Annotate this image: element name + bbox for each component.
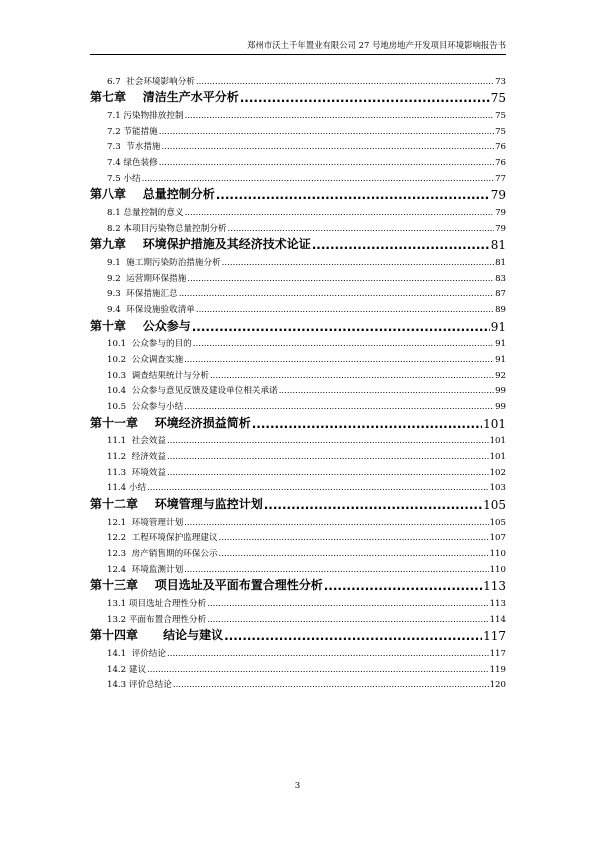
toc-section-entry[interactable] bbox=[90, 284, 506, 300]
toc-dot-leader bbox=[167, 468, 489, 478]
toc-section-entry[interactable] bbox=[90, 643, 506, 659]
toc-entry-title: 第八章 总量控制分析 bbox=[90, 187, 215, 202]
toc-entry-title: 第十三章 项目选址及平面布置合理性分析 bbox=[90, 578, 323, 593]
toc-entry-title: 13.2 平面布置合理性分析 bbox=[107, 614, 207, 625]
toc-dot-leader bbox=[159, 158, 494, 168]
toc-section-entry[interactable] bbox=[90, 121, 506, 137]
toc-section-entry[interactable] bbox=[90, 218, 506, 234]
toc-section-entry[interactable] bbox=[90, 593, 506, 609]
toc-entry-title: 14.2 建议 bbox=[107, 664, 147, 675]
toc-entry-page: 91 bbox=[490, 319, 506, 334]
toc-dot-leader bbox=[240, 91, 490, 105]
toc-section-entry[interactable] bbox=[90, 543, 506, 559]
toc-section-entry[interactable] bbox=[90, 446, 506, 462]
toc-dot-leader bbox=[207, 615, 488, 625]
toc-entry-page: 81 bbox=[490, 238, 506, 253]
toc-entry-page: 107 bbox=[489, 533, 506, 544]
toc-section-entry[interactable] bbox=[90, 252, 506, 268]
toc-section-entry[interactable] bbox=[90, 71, 506, 87]
toc-dot-leader bbox=[179, 289, 494, 299]
table-of-contents bbox=[90, 71, 506, 690]
toc-entry-title: 7.5 小结 bbox=[107, 173, 141, 184]
toc-entry-title: 10.3 调查结果统计与分析 bbox=[107, 370, 209, 381]
toc-dot-leader bbox=[210, 371, 494, 381]
toc-entry-page: 75 bbox=[495, 126, 506, 137]
toc-entry-title: 12.4 环境监测计划 bbox=[107, 564, 184, 575]
toc-entry-title: 9.1 施工期污染防治措施分析 bbox=[107, 257, 221, 268]
toc-section-entry[interactable] bbox=[90, 299, 506, 315]
toc-entry-page: 99 bbox=[495, 402, 506, 413]
toc-dot-leader bbox=[162, 142, 495, 152]
toc-dot-leader bbox=[196, 305, 494, 315]
toc-dot-leader bbox=[159, 127, 494, 137]
toc-section-entry[interactable] bbox=[90, 381, 506, 397]
toc-entry-title: 10.1 公众参与的目的 bbox=[107, 339, 192, 350]
toc-section-entry[interactable] bbox=[90, 268, 506, 284]
toc-entry-title: 8.2 本项目污染物总量控制分析 bbox=[107, 223, 227, 234]
toc-section-entry[interactable] bbox=[90, 659, 506, 675]
toc-dot-leader bbox=[312, 238, 490, 252]
toc-chapter-entry[interactable] bbox=[90, 315, 506, 334]
toc-entry-title: 10.4 公众参与意见反馈及建设单位相关承诺 bbox=[107, 386, 278, 397]
toc-section-entry[interactable] bbox=[90, 478, 506, 494]
toc-dot-leader bbox=[187, 274, 494, 284]
toc-entry-page: 92 bbox=[495, 370, 506, 381]
toc-dot-leader bbox=[192, 320, 490, 334]
toc-entry-page: 79 bbox=[495, 223, 506, 234]
toc-entry-title: 第十四章 结论与建议 bbox=[90, 628, 224, 643]
toc-entry-title: 12.3 房产销售期的环保公示 bbox=[107, 549, 218, 560]
toc-entry-title: 第十二章 环境管理与监控计划 bbox=[90, 497, 263, 511]
toc-dot-leader bbox=[193, 339, 494, 349]
toc-dot-leader bbox=[147, 483, 489, 493]
toc-entry-page: 76 bbox=[495, 158, 506, 169]
toc-dot-leader bbox=[222, 258, 494, 268]
toc-section-entry[interactable] bbox=[90, 152, 506, 168]
toc-entry-page: 101 bbox=[489, 436, 506, 447]
toc-entry-title: 12.1 环境管理计划 bbox=[107, 517, 184, 528]
toc-entry-title: 10.5 公众参与小结 bbox=[107, 402, 184, 413]
toc-entry-title: 第十一章 环境经济损益简析 bbox=[90, 415, 251, 430]
toc-entry-title: 9.4 环保设施验收清单 bbox=[107, 305, 195, 316]
toc-section-entry[interactable] bbox=[90, 528, 506, 544]
toc-entry-title: 10.2 公众调查实施 bbox=[107, 355, 184, 365]
toc-entry-page: 91 bbox=[495, 339, 506, 350]
toc-entry-page: 117 bbox=[483, 629, 506, 644]
toc-entry-page: 103 bbox=[489, 483, 506, 494]
toc-dot-leader bbox=[167, 649, 489, 659]
toc-entry-page: 99 bbox=[495, 386, 506, 397]
toc-entry-page: 101 bbox=[483, 416, 506, 431]
toc-entry-page: 110 bbox=[489, 564, 506, 575]
toc-entry-title: 11.1 社会效益 bbox=[107, 436, 166, 447]
toc-dot-leader bbox=[147, 665, 489, 675]
toc-dot-leader bbox=[264, 498, 482, 512]
toc-section-entry[interactable] bbox=[90, 462, 506, 478]
toc-entry-title: 11.3 环境效益 bbox=[107, 467, 166, 478]
toc-chapter-entry[interactable] bbox=[90, 87, 506, 106]
toc-entry-title: 7.2 节能措施 bbox=[107, 126, 158, 137]
toc-entry-page: 77 bbox=[495, 173, 506, 184]
page-header: 郑州市沃土千年置业有限公司 27 号地房地产开发项目环境影响报告书 bbox=[90, 38, 506, 55]
toc-dot-leader bbox=[216, 188, 490, 202]
toc-dot-leader bbox=[228, 224, 495, 234]
toc-dot-leader bbox=[252, 417, 482, 431]
toc-section-entry[interactable] bbox=[90, 105, 506, 121]
toc-chapter-entry[interactable] bbox=[90, 412, 506, 431]
toc-entry-title: 第七章 清洁生产水平分析 bbox=[90, 90, 239, 105]
toc-entry-page: 117 bbox=[489, 649, 506, 659]
toc-entry-title: 7.1 污染物排放控制 bbox=[107, 110, 184, 121]
toc-dot-leader bbox=[184, 402, 494, 412]
toc-dot-leader bbox=[279, 386, 494, 396]
toc-entry-page: 105 bbox=[489, 517, 506, 528]
toc-entry-page: 113 bbox=[489, 599, 506, 610]
toc-entry-page: 101 bbox=[489, 452, 506, 463]
toc-section-entry[interactable] bbox=[90, 349, 506, 365]
toc-dot-leader bbox=[184, 355, 494, 365]
toc-entry-title: 9.3 环保措施汇总 bbox=[107, 289, 178, 300]
toc-dot-leader bbox=[219, 533, 489, 543]
toc-section-entry[interactable] bbox=[90, 559, 506, 575]
toc-dot-leader bbox=[219, 549, 489, 559]
toc-chapter-entry[interactable] bbox=[90, 625, 506, 644]
toc-entry-page: 102 bbox=[489, 467, 506, 478]
toc-entry-page: 76 bbox=[495, 142, 506, 153]
toc-section-entry[interactable] bbox=[90, 396, 506, 412]
toc-entry-page: 89 bbox=[495, 305, 506, 316]
toc-dot-leader bbox=[167, 452, 489, 462]
toc-entry-page: 110 bbox=[489, 549, 506, 560]
toc-dot-leader bbox=[173, 680, 489, 690]
toc-chapter-entry[interactable] bbox=[90, 184, 506, 203]
toc-entry-title: 9.2 运营期环保措施 bbox=[107, 273, 187, 284]
toc-section-entry[interactable] bbox=[90, 202, 506, 218]
toc-entry-page: 73 bbox=[495, 76, 506, 87]
toc-entry-page: 119 bbox=[489, 664, 506, 675]
toc-entry-page: 83 bbox=[495, 273, 506, 284]
toc-entry-page: 105 bbox=[483, 498, 506, 512]
toc-dot-leader bbox=[185, 208, 495, 218]
toc-entry-page: 75 bbox=[490, 91, 506, 106]
toc-entry-page: 91 bbox=[495, 355, 506, 365]
page-number: 3 bbox=[294, 781, 301, 791]
toc-entry-title: 8.1 总量控制的意义 bbox=[107, 208, 184, 218]
toc-entry-title: 7.4 绿色装修 bbox=[107, 158, 158, 169]
toc-dot-leader bbox=[224, 629, 482, 643]
toc-entry-title: 第九章 环境保护措施及其经济技术论证 bbox=[90, 237, 311, 252]
toc-chapter-entry[interactable] bbox=[90, 234, 506, 253]
toc-entry-title: 14.3 评价总结论 bbox=[107, 680, 172, 691]
toc-entry-title: 6.7 社会环境影响分析 bbox=[107, 76, 195, 87]
toc-dot-leader bbox=[196, 77, 494, 87]
toc-section-entry[interactable] bbox=[90, 168, 506, 184]
toc-entry-page: 79 bbox=[495, 208, 506, 218]
toc-dot-leader bbox=[207, 599, 488, 609]
toc-chapter-entry[interactable] bbox=[90, 575, 506, 594]
toc-entry-page: 113 bbox=[483, 579, 506, 594]
toc-section-entry[interactable] bbox=[90, 334, 506, 350]
toc-dot-leader bbox=[167, 436, 489, 446]
toc-dot-leader bbox=[324, 579, 482, 593]
toc-entry-page: 75 bbox=[495, 110, 506, 121]
toc-section-entry[interactable] bbox=[90, 609, 506, 625]
toc-entry-title: 13.1 项目选址合理性分析 bbox=[107, 599, 207, 610]
toc-entry-title: 7.3 节水措施 bbox=[107, 142, 161, 153]
toc-section-entry[interactable] bbox=[90, 431, 506, 447]
toc-entry-title: 11.2 经济效益 bbox=[107, 452, 166, 463]
toc-dot-leader bbox=[185, 111, 495, 121]
toc-chapter-entry[interactable] bbox=[90, 493, 506, 512]
toc-section-entry[interactable] bbox=[90, 512, 506, 528]
toc-section-entry[interactable] bbox=[90, 365, 506, 381]
toc-dot-leader bbox=[184, 565, 488, 575]
toc-section-entry[interactable] bbox=[90, 137, 506, 153]
toc-entry-title: 12.2 工程环境保护监理建议 bbox=[107, 533, 218, 544]
toc-dot-leader bbox=[184, 518, 488, 528]
toc-entry-title: 11.4 小结 bbox=[107, 483, 147, 494]
toc-entry-title: 14.1 评价结论 bbox=[107, 649, 166, 659]
toc-entry-page: 87 bbox=[495, 289, 506, 300]
toc-entry-page: 81 bbox=[495, 257, 506, 268]
toc-dot-leader bbox=[142, 174, 494, 184]
toc-entry-page: 114 bbox=[489, 614, 506, 625]
toc-entry-page: 120 bbox=[489, 680, 506, 691]
toc-entry-title: 第十章 公众参与 bbox=[90, 318, 191, 333]
toc-section-entry[interactable] bbox=[90, 675, 506, 691]
toc-entry-page: 79 bbox=[490, 188, 506, 203]
